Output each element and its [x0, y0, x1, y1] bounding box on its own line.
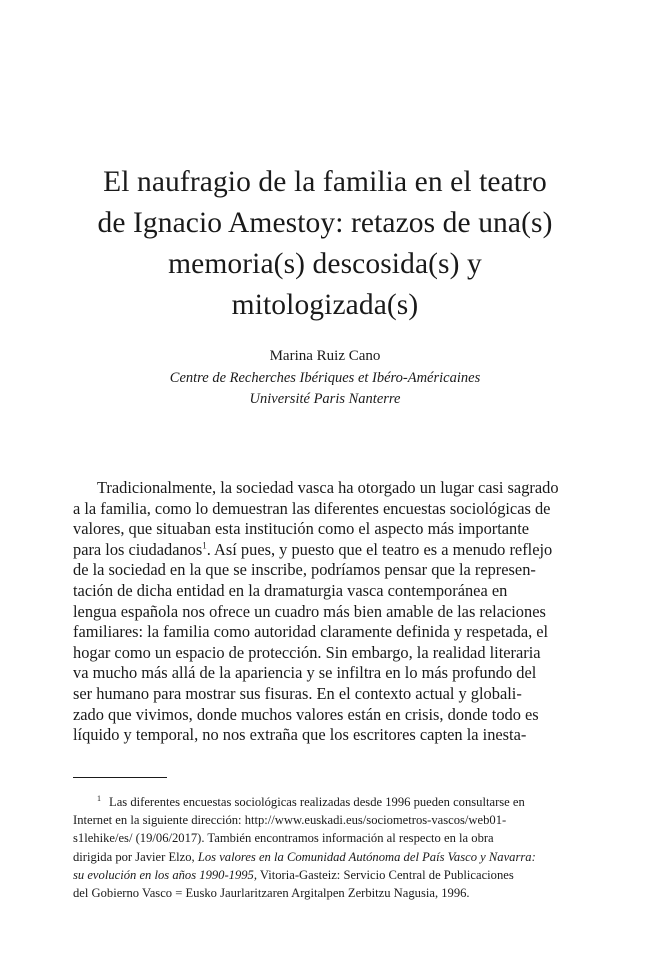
body-line: valores, que situaban esta institución como el aspecto más importante [73, 519, 530, 539]
body-line: Tradicionalmente, la sociedad vasca ha otorgado un lugar casi sagrado [97, 478, 559, 497]
footnote-text-run: Vitoria-Gasteiz: Servicio Central de Publicaciones [257, 867, 514, 882]
body-line: va mucho más allá de la apariencia y se infiltra en lo más profundo del [73, 663, 537, 683]
author-university: Université Paris Nanterre [249, 391, 401, 407]
footnote-line [73, 793, 578, 811]
footnote-line [73, 848, 578, 866]
footnote-line: s1lehike/es/ (19/06/2017). También encontramos información al respecto en la obra [73, 831, 494, 846]
article-title [60, 162, 590, 326]
body-line: líquido y temporal, no nos extraña que los escritores capten la inesta- [73, 725, 527, 745]
body-line: de la sociedad en la que se inscribe, podríamos pensar que la represen- [73, 560, 536, 580]
title-line: El naufragio de la familia en el teatro [103, 166, 547, 198]
title-line: mitologizada(s) [231, 289, 419, 321]
footnote-book-title: Los valores en la Comunidad Autónoma del País Vasco y Navarra: [197, 849, 536, 864]
body-line: familiares: la familia como autoridad claramente definida y respetada, el [73, 622, 549, 642]
author-affiliation: Centre de Recherches Ibériques et Ibéro-Américaines [169, 370, 481, 386]
body-line: a la familia, como lo demuestran las diferentes encuestas sociológicas de [73, 498, 551, 518]
title-line: memoria(s) descosida(s) y [168, 248, 482, 280]
footnote [73, 793, 578, 902]
body-line: ser humano para mostrar sus fisuras. En el contexto actual y globali- [73, 683, 522, 703]
footnote-line: Internet en la siguiente dirección: http://www.euskadi.eus/sociometros-vascos/web01- [73, 813, 507, 828]
body-line: tación de dicha entidad en la dramaturgia vasca contemporánea en [73, 580, 508, 600]
footnote-reference[interactable]: 1 [202, 540, 207, 551]
body-line: hogar como un espacio de protección. Sin embargo, la realidad literaria [73, 642, 541, 662]
body-line [73, 540, 578, 561]
body-line: zado que vivimos, donde muchos valores están en crisis, donde todo es [73, 704, 539, 724]
body-line: lengua española nos ofrece un cuadro más bien amable de las relaciones [73, 601, 546, 621]
footnote-line [73, 866, 578, 884]
body-text-run: para los ciudadanos [73, 539, 203, 559]
footnote-line: del Gobierno Vasco = Eusko Jaurlaritzaren Argitalpen Zerbitzu Nagusia, 1996. [73, 886, 470, 901]
footnote-separator [73, 777, 167, 778]
body-text-run: . Así pues, y puesto que el teatro es a menudo reflejo [206, 539, 553, 559]
title-line: de Ignacio Amestoy: retazos de una(s) [97, 207, 553, 239]
footnote-number: 1 [97, 793, 101, 803]
footnote-text-run: Las diferentes encuestas sociológicas realizadas desde 1996 pueden consultarse en [109, 795, 525, 809]
body-paragraph [73, 478, 578, 746]
author-name: Marina Ruiz Cano [269, 348, 381, 364]
footnote-book-title: su evolución en los años 1990-1995, [73, 867, 257, 882]
footnote-text-run: dirigida por Javier Elzo, [73, 849, 198, 864]
